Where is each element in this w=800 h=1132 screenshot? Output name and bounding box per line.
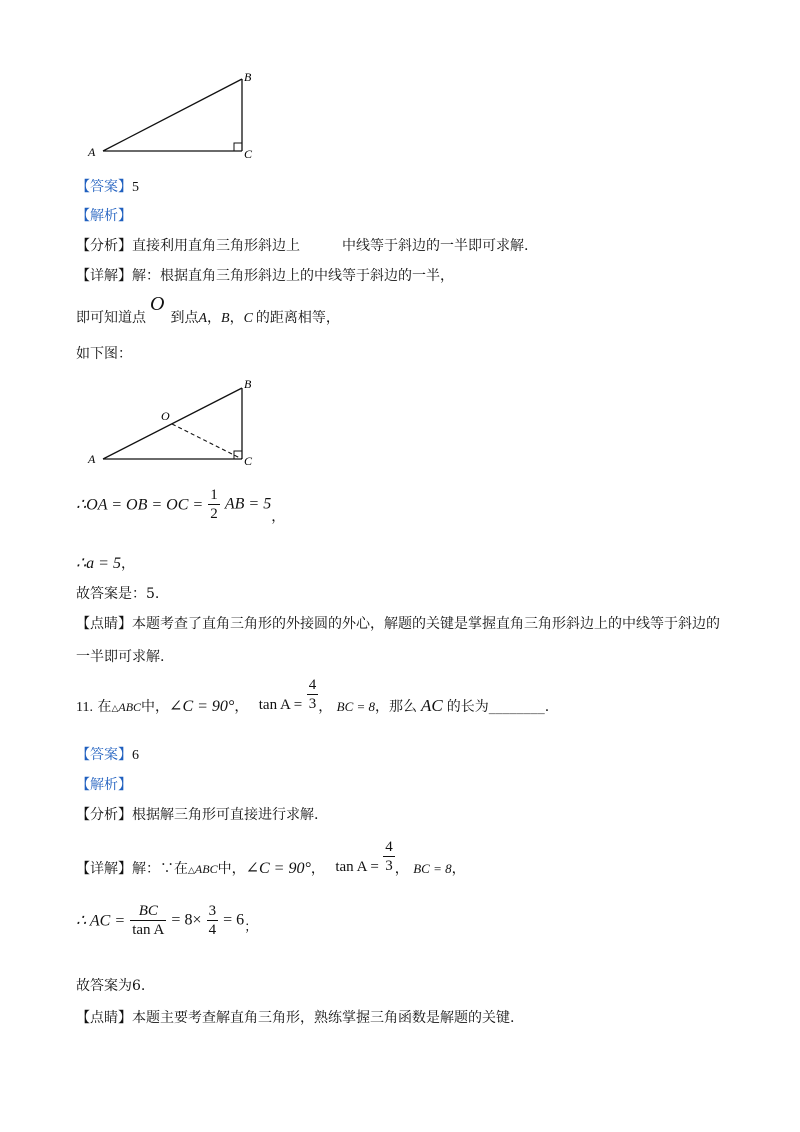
- fig2-label-b: B: [244, 377, 252, 391]
- q10-rutu: 如下图：: [76, 346, 132, 362]
- triangle-figure-1: [80, 66, 280, 166]
- q10-dianjing: 【点睛】本题考查了直角三角形的外接圆的外心，解题的关键是掌握直角三角形斜边上的中线等于斜边的: [76, 616, 720, 632]
- q11-analysis-heading: 【解析】: [76, 777, 132, 793]
- q10-conclusion: 故答案是：5.: [76, 586, 160, 602]
- q11-xiangjie: 【详解】解：∵在$_\triangle$ABC中，∠C = 90°， tan A = $\frac{4}{3}$ ， BC = 8，: [76, 839, 466, 877]
- q11-question: 11. 在$_\triangle$ABC中，∠C = 90°， tan A = $\frac{4}{3}$ ， BC = 8，那么 AC 的长为________.: [76, 677, 550, 715]
- fig1-label-a: A: [88, 145, 96, 159]
- q10-xiangjie: 【详解】解：根据直角三角形斜边上的中线等于斜边的一半，: [76, 268, 454, 284]
- q10-fenxi: 【分析】直接利用直角三角形斜边上 中线等于斜边的一半即可求解.: [76, 238, 529, 254]
- q10-answer: 【答案】5: [76, 179, 139, 195]
- fig2-label-a: A: [88, 452, 96, 466]
- q11-answer: 【答案】6: [76, 747, 139, 763]
- q10-analysis-heading: 【解析】: [76, 208, 132, 224]
- q11-equation: ∴ AC = $\frac{BC}{\text{tan A}}$ = 8× $\frac{3}{4}$ = $6_;$: [76, 903, 258, 938]
- q10-equation-1: ∴OA = OB = OC = $\frac{1}{2}$ AB = 5，: [76, 487, 286, 525]
- fig2-label-c: C: [244, 454, 253, 468]
- fig2-label-o: O: [161, 409, 170, 423]
- q11-fenxi: 【分析】根据解三角形可直接进行求解.: [76, 807, 319, 823]
- q11-conclusion: 故答案为6.: [76, 978, 146, 994]
- q11-dianjing: 【点睛】本题主要考查解直角三角形，熟练掌握三角函数是解题的关键.: [76, 1010, 515, 1026]
- fig1-label-c: C: [244, 147, 253, 161]
- fig1-label-b: B: [244, 70, 252, 84]
- triangle-figure-2: [80, 374, 280, 474]
- q10-line2: 即可知道点O到点A，B，C 的距离相等，: [76, 293, 340, 326]
- q10-dianjing-cont: 一半即可求解.: [76, 649, 165, 665]
- q10-equation-2: ∴a = 5，: [76, 555, 135, 572]
